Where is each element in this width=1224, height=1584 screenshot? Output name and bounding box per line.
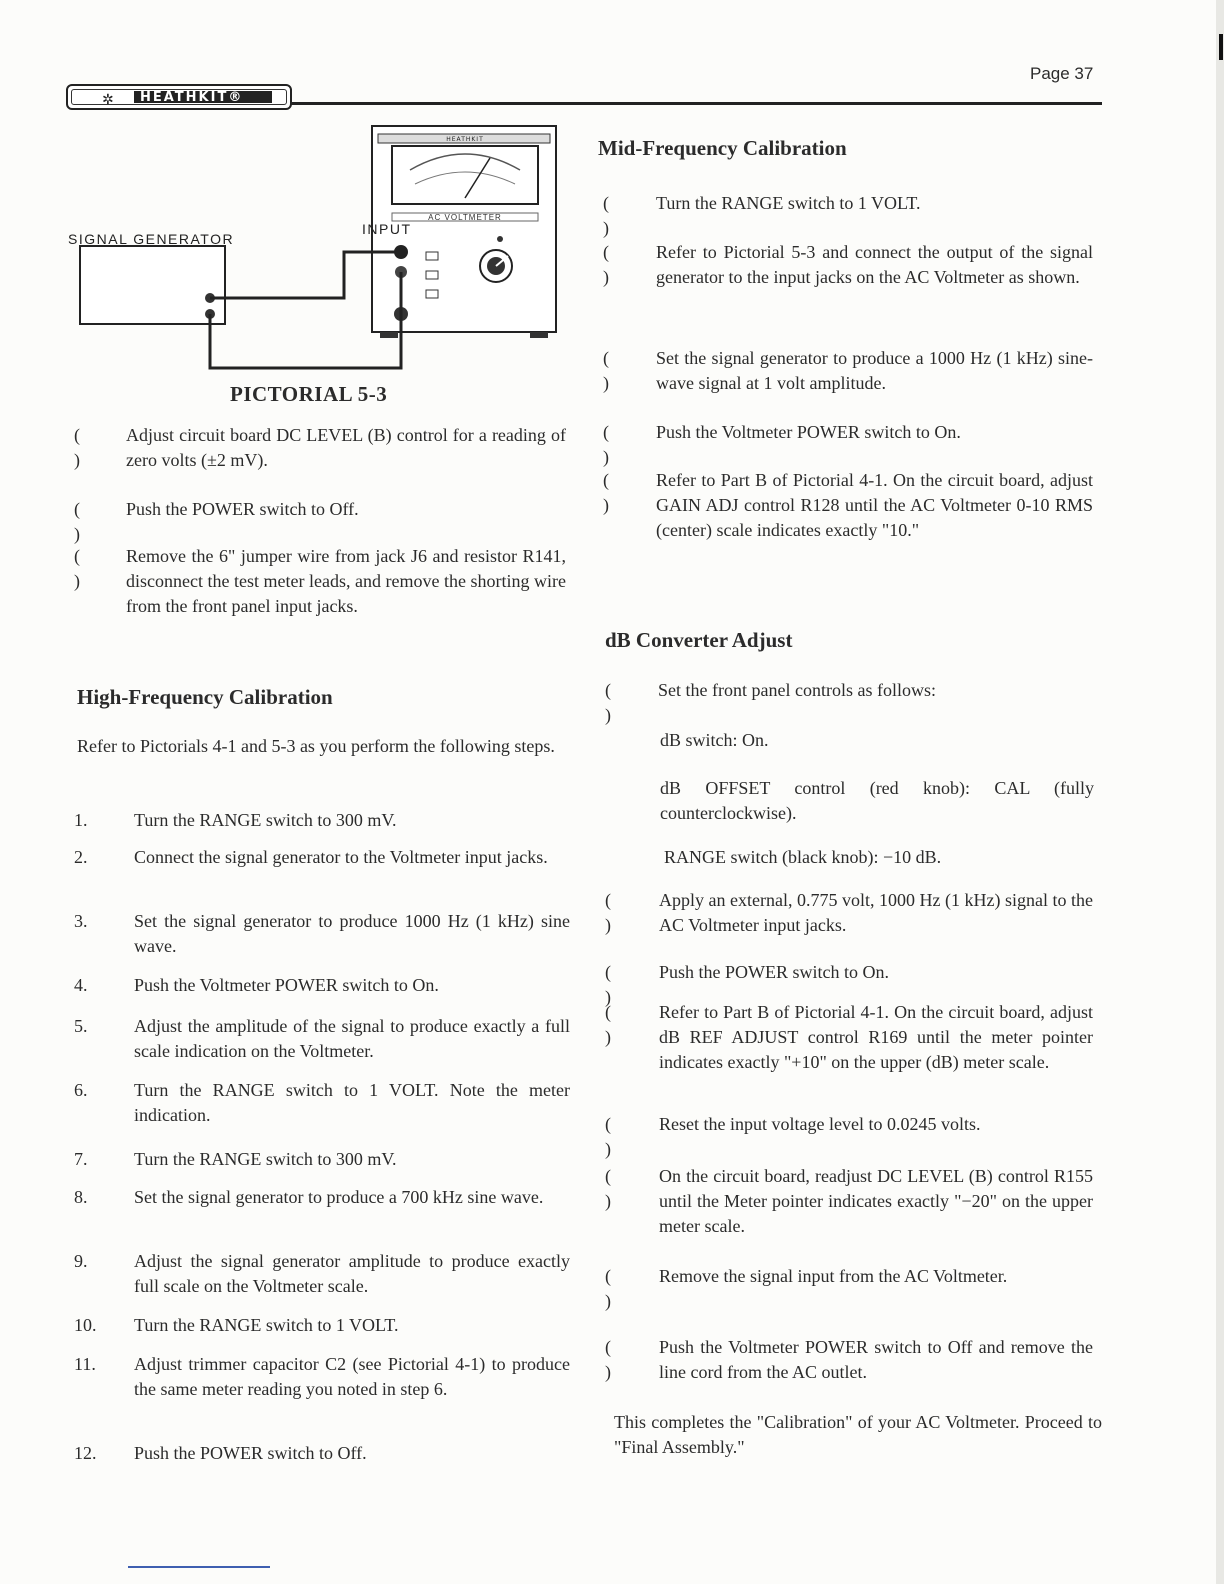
step-number: 9. <box>74 1251 88 1271</box>
heathkit-logo <box>66 84 292 110</box>
figure-caption: PICTORIAL 5-3 <box>230 382 388 406</box>
control-setting: dB switch: On. <box>660 730 769 750</box>
checkbox-marker: ( ) <box>603 193 609 238</box>
step-number: 11. <box>74 1354 96 1374</box>
step-text: Push the Voltmeter POWER switch to On. <box>134 975 439 995</box>
check-item-text: Refer to Part B of Pictorial 4-1. On the circuit board, adjust dB REF ADJUST control R169 until the meter pointer indicates exactly "+10" on the upper (dB) meter scale. <box>659 1002 1093 1072</box>
closing-paragraph: This completes the "Calibration" of your AC Voltmeter. Proceed to "Final Assembly." <box>614 1412 1102 1457</box>
step-number: 4. <box>74 975 88 995</box>
step-number: 10. <box>74 1315 97 1335</box>
check-item-text: Turn the RANGE switch to 1 VOLT. <box>656 193 921 213</box>
check-item-text: On the circuit board, readjust DC LEVEL (B) control R155 until the Meter pointer indicates exactly "−20" on the upper meter scale. <box>659 1166 1093 1236</box>
atom-icon: ✲ <box>102 93 114 108</box>
meter-brand: HEATHKIT <box>446 136 484 143</box>
checkbox-marker: ( ) <box>74 499 80 544</box>
step-number: 1. <box>74 810 88 830</box>
step-number: 12. <box>74 1443 97 1463</box>
checkbox-marker: ( ) <box>605 680 611 725</box>
signal-generator-label: SIGNAL GENERATOR <box>68 231 235 247</box>
checkbox-marker: ( ) <box>605 890 611 935</box>
checkbox-marker: ( ) <box>605 962 611 1007</box>
check-item-text: Push the POWER switch to On. <box>659 962 890 982</box>
checkbox-marker: ( ) <box>74 425 80 470</box>
checkbox-marker: ( ) <box>605 1337 611 1382</box>
step-text: Push the POWER switch to Off. <box>134 1443 367 1463</box>
check-item-text: Adjust circuit board DC LEVEL (B) control for a reading of zero volts (±2 mV). <box>126 425 566 470</box>
step-number: 5. <box>74 1016 88 1036</box>
step-text: Adjust trimmer capacitor C2 (see Pictorial 4-1) to produce the same meter reading you noted in step 6. <box>134 1354 570 1399</box>
step-number: 3. <box>74 911 88 931</box>
step-text: Turn the RANGE switch to 1 VOLT. Note the meter indication. <box>134 1080 570 1125</box>
signal-generator-box <box>80 246 225 324</box>
check-item-text: Push the Voltmeter POWER switch to On. <box>656 422 961 442</box>
step-text: Turn the RANGE switch to 1 VOLT. <box>134 1315 399 1335</box>
intro-paragraph: Refer to Pictorials 4-1 and 5-3 as you perform the following steps. <box>77 736 555 756</box>
step-text: Connect the signal generator to the Voltmeter input jacks. <box>134 847 548 867</box>
step-number: 2. <box>74 847 88 867</box>
checkbox-marker: ( ) <box>605 1114 611 1159</box>
checkbox-marker: ( ) <box>603 470 609 515</box>
check-item-text: Reset the input voltage level to 0.0245 volts. <box>659 1114 981 1134</box>
checkbox-marker: ( ) <box>603 348 609 393</box>
checkbox-marker: ( ) <box>74 546 80 591</box>
step-number: 6. <box>74 1080 88 1100</box>
control-setting: dB OFFSET control (red knob): CAL (fully counterclockwise). <box>660 778 1094 823</box>
check-item-text: Push the Voltmeter POWER switch to Off and remove the line cord from the AC outlet. <box>659 1337 1093 1382</box>
check-item-text: Remove the 6" jumper wire from jack J6 and resistor R141, disconnect the test meter leads, and remove the shorting wire from the front panel input jacks. <box>126 546 566 616</box>
section-heading-high-frequency: High-Frequency Calibration <box>77 685 333 709</box>
checkbox-marker: ( ) <box>603 242 609 287</box>
edge-mark <box>1219 34 1223 60</box>
step-number: 7. <box>74 1149 88 1169</box>
check-item-text: Set the front panel controls as follows: <box>658 680 936 700</box>
section-heading-mid-frequency: Mid-Frequency Calibration <box>598 136 847 160</box>
step-text: Turn the RANGE switch to 300 mV. <box>134 1149 397 1169</box>
pictorial-5-3-figure <box>60 118 580 380</box>
input-label: INPUT <box>362 221 412 237</box>
footer-rule <box>128 1566 270 1568</box>
step-text: Adjust the amplitude of the signal to produce exactly a full scale indication on the Voltmeter. <box>134 1016 570 1061</box>
step-text: Adjust the signal generator amplitude to produce exactly full scale on the Voltmeter scale. <box>134 1251 570 1296</box>
step-number: 8. <box>74 1187 88 1207</box>
step-text: Set the signal generator to produce a 700 kHz sine wave. <box>134 1187 544 1207</box>
check-item-text: Set the signal generator to produce a 1000 Hz (1 kHz) sine-wave signal at 1 volt amplitude. <box>656 348 1093 393</box>
checkbox-marker: ( ) <box>605 1166 611 1211</box>
checkbox-marker: ( ) <box>603 422 609 467</box>
page-edge <box>1216 0 1224 1584</box>
control-setting: RANGE switch (black knob): −10 dB. <box>664 847 942 867</box>
header-rule <box>290 102 1102 105</box>
check-item-text: Remove the signal input from the AC Voltmeter. <box>659 1266 1008 1286</box>
check-item-text: Apply an external, 0.775 volt, 1000 Hz (1 kHz) signal to the AC Voltmeter input jacks. <box>659 890 1093 935</box>
meter-name: AC VOLTMETER <box>428 213 502 222</box>
step-text: Turn the RANGE switch to 300 mV. <box>134 810 397 830</box>
logo-text: HEATHKIT® <box>140 89 244 105</box>
checkbox-marker: ( ) <box>605 1266 611 1311</box>
check-item-text: Push the POWER switch to Off. <box>126 499 359 519</box>
check-item-text: Refer to Pictorial 5-3 and connect the output of the signal generator to the input jacks on the AC Voltmeter as shown. <box>656 242 1093 287</box>
section-heading-db-converter: dB Converter Adjust <box>605 628 793 652</box>
page-number: Page 37 <box>1030 64 1094 83</box>
step-text: Set the signal generator to produce 1000 Hz (1 kHz) sine wave. <box>134 911 570 956</box>
check-item-text: Refer to Part B of Pictorial 4-1. On the circuit board, adjust GAIN ADJ control R128 until the AC Voltmeter 0-10 RMS (center) scale indicates exactly "10." <box>656 470 1093 540</box>
checkbox-marker: ( ) <box>605 1002 611 1047</box>
